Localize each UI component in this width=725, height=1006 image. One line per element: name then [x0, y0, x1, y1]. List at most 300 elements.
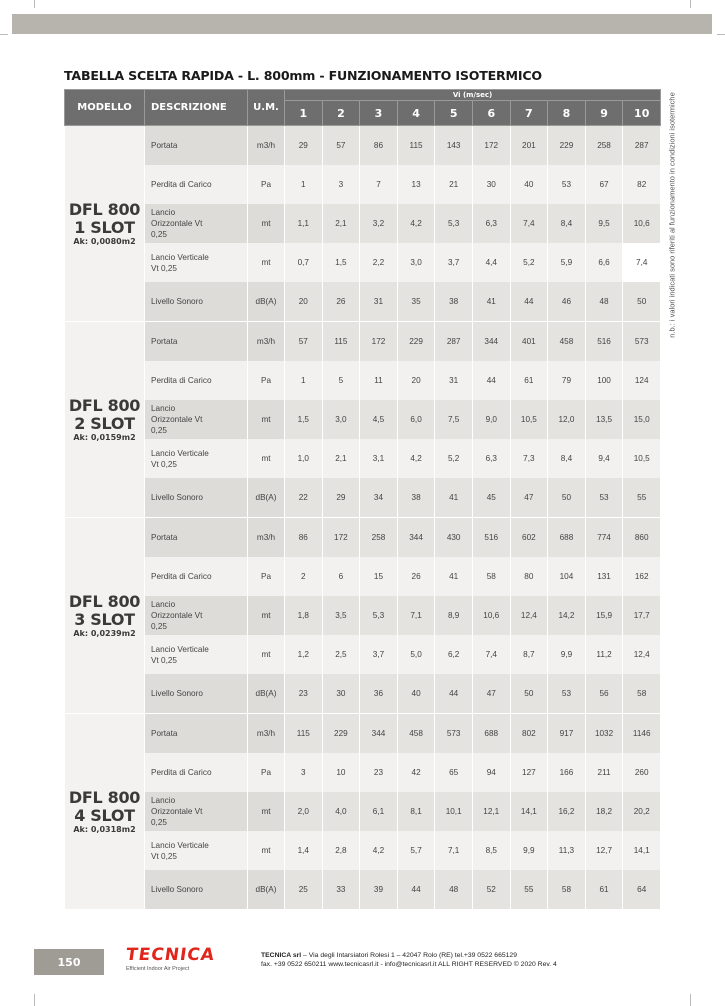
value-cell: 115: [322, 322, 360, 362]
value-cell: 21: [435, 165, 473, 204]
row-description: Perdita di Carico: [145, 165, 248, 204]
value-cell: 40: [510, 165, 548, 204]
header-velocity-9: 9: [585, 101, 623, 126]
value-cell: 55: [623, 478, 661, 518]
value-cell: 52: [472, 870, 510, 909]
value-cell: 15,0: [623, 400, 661, 439]
value-cell: 6: [322, 557, 360, 596]
value-cell: 258: [360, 518, 398, 558]
table-row: [65, 753, 661, 792]
value-cell: 41: [435, 478, 473, 518]
table-row: [65, 165, 661, 204]
value-cell: 516: [585, 322, 623, 362]
value-cell: 5,7: [397, 831, 435, 870]
row-description: Portata: [145, 322, 248, 362]
value-cell: 20: [285, 282, 323, 322]
value-cell: 80: [510, 557, 548, 596]
value-cell: 33: [322, 870, 360, 909]
value-cell: 1032: [585, 714, 623, 754]
row-description: Perdita di Carico: [145, 557, 248, 596]
value-cell: 162: [623, 557, 661, 596]
row-description: Lancio Orizzontale Vt 0,25: [145, 792, 248, 831]
value-cell: 4,2: [360, 831, 398, 870]
value-cell: 12,1: [472, 792, 510, 831]
value-cell: 1,5: [322, 243, 360, 282]
value-cell: 166: [548, 753, 586, 792]
value-cell: 1,2: [285, 635, 323, 674]
value-cell: 9,9: [548, 635, 586, 674]
value-cell: 58: [548, 870, 586, 909]
value-cell: 287: [623, 126, 661, 166]
value-cell: 2,1: [322, 204, 360, 243]
table-row: [65, 518, 661, 558]
value-cell: 6,1: [360, 792, 398, 831]
row-unit: m3/h: [248, 322, 285, 362]
value-cell: 15: [360, 557, 398, 596]
value-cell: 127: [510, 753, 548, 792]
value-cell: 50: [548, 478, 586, 518]
table-row: [65, 478, 661, 518]
value-cell: 9,4: [585, 439, 623, 478]
value-cell: 5,2: [435, 439, 473, 478]
value-cell: 10,5: [510, 400, 548, 439]
row-unit: mt: [248, 635, 285, 674]
value-cell: 131: [585, 557, 623, 596]
header-modello: MODELLO: [65, 90, 145, 126]
value-cell: 12,4: [623, 635, 661, 674]
value-cell: 516: [472, 518, 510, 558]
row-description: Lancio Verticale Vt 0,25: [145, 831, 248, 870]
value-cell: 7,4: [472, 635, 510, 674]
table-row: [65, 870, 661, 909]
value-cell: 6,6: [585, 243, 623, 282]
value-cell: 9,5: [585, 204, 623, 243]
table-row: [65, 126, 661, 166]
value-cell: 7: [360, 165, 398, 204]
model-name: DFL 800: [68, 787, 141, 807]
table-row: [65, 322, 661, 362]
value-cell: 16,2: [548, 792, 586, 831]
value-cell: 1146: [623, 714, 661, 754]
row-unit: Pa: [248, 753, 285, 792]
row-unit: Pa: [248, 165, 285, 204]
value-cell: 41: [435, 557, 473, 596]
value-cell: 12,7: [585, 831, 623, 870]
value-cell: 430: [435, 518, 473, 558]
value-cell: 401: [510, 322, 548, 362]
row-description: Lancio Orizzontale Vt 0,25: [145, 596, 248, 635]
row-description: Perdita di Carico: [145, 361, 248, 400]
value-cell: 3,7: [435, 243, 473, 282]
value-cell: 774: [585, 518, 623, 558]
header-velocity-6: 6: [472, 101, 510, 126]
value-cell: 31: [360, 282, 398, 322]
value-cell: 6,2: [435, 635, 473, 674]
value-cell: 6,3: [472, 204, 510, 243]
value-cell: 5,3: [360, 596, 398, 635]
table-row: [65, 439, 661, 478]
header-velocity-1: 1: [285, 101, 323, 126]
value-cell: 86: [360, 126, 398, 166]
crop-mark: [34, 994, 35, 1006]
value-cell: 3,2: [360, 204, 398, 243]
value-cell: 10,1: [435, 792, 473, 831]
model-ak: Ak: 0,0159m2: [73, 432, 136, 442]
value-cell: 344: [397, 518, 435, 558]
value-cell: 50: [510, 674, 548, 714]
value-cell: 1,1: [285, 204, 323, 243]
value-cell: 1,8: [285, 596, 323, 635]
table-row: [65, 674, 661, 714]
value-cell: 50: [623, 282, 661, 322]
value-cell: 9,9: [510, 831, 548, 870]
row-unit: mt: [248, 439, 285, 478]
value-cell: 3: [285, 753, 323, 792]
value-cell: 124: [623, 361, 661, 400]
value-cell: 30: [472, 165, 510, 204]
value-cell: 7,4: [623, 243, 661, 282]
header-vi: Vi (m/sec): [285, 90, 661, 101]
header-descrizione: DESCRIZIONE: [145, 90, 248, 126]
value-cell: 26: [397, 557, 435, 596]
value-cell: 44: [472, 361, 510, 400]
value-cell: 47: [510, 478, 548, 518]
value-cell: 172: [472, 126, 510, 166]
value-cell: 48: [585, 282, 623, 322]
model-ak: Ak: 0,0080m2: [73, 236, 136, 246]
value-cell: 229: [322, 714, 360, 754]
row-unit: m3/h: [248, 714, 285, 754]
value-cell: 344: [360, 714, 398, 754]
value-cell: 14,1: [623, 831, 661, 870]
row-unit: m3/h: [248, 518, 285, 558]
value-cell: 5,3: [435, 204, 473, 243]
value-cell: 25: [285, 870, 323, 909]
value-cell: 11,3: [548, 831, 586, 870]
row-description: Lancio Orizzontale Vt 0,25: [145, 400, 248, 439]
value-cell: 4,5: [360, 400, 398, 439]
value-cell: 688: [472, 714, 510, 754]
value-cell: 58: [623, 674, 661, 714]
footer-company: TECNICA srl: [261, 952, 302, 959]
value-cell: 26: [322, 282, 360, 322]
value-cell: 143: [435, 126, 473, 166]
value-cell: 18,2: [585, 792, 623, 831]
header-velocity-10: 10: [623, 101, 661, 126]
value-cell: 688: [548, 518, 586, 558]
header-velocity-2: 2: [322, 101, 360, 126]
value-cell: 229: [397, 322, 435, 362]
value-cell: 3,7: [360, 635, 398, 674]
value-cell: 46: [548, 282, 586, 322]
value-cell: 40: [397, 674, 435, 714]
value-cell: 22: [285, 478, 323, 518]
value-cell: 573: [623, 322, 661, 362]
value-cell: 13: [397, 165, 435, 204]
row-unit: mt: [248, 243, 285, 282]
value-cell: 20: [397, 361, 435, 400]
top-band: [12, 14, 712, 34]
value-cell: 2,1: [322, 439, 360, 478]
table-row: [65, 400, 661, 439]
value-cell: 8,4: [548, 204, 586, 243]
value-cell: 41: [472, 282, 510, 322]
row-description: Livello Sonoro: [145, 674, 248, 714]
value-cell: 17,7: [623, 596, 661, 635]
value-cell: 10: [322, 753, 360, 792]
value-cell: 12,4: [510, 596, 548, 635]
value-cell: 14,2: [548, 596, 586, 635]
row-unit: dB(A): [248, 674, 285, 714]
value-cell: 8,7: [510, 635, 548, 674]
header-velocity-3: 3: [360, 101, 398, 126]
value-cell: 56: [585, 674, 623, 714]
page-number: 150: [34, 949, 104, 975]
header-velocity-4: 4: [397, 101, 435, 126]
table-row: [65, 792, 661, 831]
table-row: [65, 557, 661, 596]
row-unit: mt: [248, 596, 285, 635]
value-cell: 201: [510, 126, 548, 166]
row-unit: dB(A): [248, 870, 285, 909]
value-cell: 3,5: [322, 596, 360, 635]
value-cell: 38: [435, 282, 473, 322]
value-cell: 9,0: [472, 400, 510, 439]
table-row: [65, 243, 661, 282]
value-cell: 2,2: [360, 243, 398, 282]
crop-mark: [34, 0, 35, 8]
model-name: DFL 800: [68, 395, 141, 415]
value-cell: 3,1: [360, 439, 398, 478]
value-cell: 8,9: [435, 596, 473, 635]
row-unit: mt: [248, 831, 285, 870]
header-velocity-5: 5: [435, 101, 473, 126]
value-cell: 8,4: [548, 439, 586, 478]
value-cell: 55: [510, 870, 548, 909]
value-cell: 802: [510, 714, 548, 754]
value-cell: 917: [548, 714, 586, 754]
value-cell: 48: [435, 870, 473, 909]
value-cell: 860: [623, 518, 661, 558]
header-velocity-8: 8: [548, 101, 586, 126]
model-slot: 3 SLOT: [74, 609, 135, 629]
model-cell: [65, 322, 145, 518]
value-cell: 10,6: [623, 204, 661, 243]
table-row: [65, 204, 661, 243]
value-cell: 1: [285, 361, 323, 400]
logo-text: TECNICA: [124, 945, 217, 965]
value-cell: 61: [510, 361, 548, 400]
value-cell: 12,0: [548, 400, 586, 439]
side-note-text: n.b.: i valori indicati sono riferiti al funzionamento in condizioni isotermiche: [667, 92, 677, 338]
value-cell: 3: [322, 165, 360, 204]
value-cell: 287: [435, 322, 473, 362]
value-cell: 53: [585, 478, 623, 518]
crop-mark: [690, 0, 691, 8]
value-cell: 29: [285, 126, 323, 166]
value-cell: 1,0: [285, 439, 323, 478]
value-cell: 7,1: [435, 831, 473, 870]
value-cell: 104: [548, 557, 586, 596]
value-cell: 31: [435, 361, 473, 400]
table-row: [65, 596, 661, 635]
value-cell: 7,1: [397, 596, 435, 635]
value-cell: 47: [472, 674, 510, 714]
row-description: Lancio Verticale Vt 0,25: [145, 243, 248, 282]
row-description: Lancio Orizzontale Vt 0,25: [145, 204, 248, 243]
value-cell: 172: [322, 518, 360, 558]
row-unit: dB(A): [248, 478, 285, 518]
crop-mark: [690, 994, 691, 1006]
value-cell: 30: [322, 674, 360, 714]
value-cell: 6,3: [472, 439, 510, 478]
logo-tagline: Efficient Indoor Air Project: [126, 966, 190, 972]
value-cell: 0,7: [285, 243, 323, 282]
value-cell: 42: [397, 753, 435, 792]
table-row: [65, 282, 661, 322]
value-cell: 61: [585, 870, 623, 909]
value-cell: 4,2: [397, 439, 435, 478]
value-cell: 44: [510, 282, 548, 322]
value-cell: 5,2: [510, 243, 548, 282]
value-cell: 7,4: [510, 204, 548, 243]
row-description: Portata: [145, 714, 248, 754]
value-cell: 64: [623, 870, 661, 909]
row-description: Lancio Verticale Vt 0,25: [145, 635, 248, 674]
side-note: [666, 90, 678, 340]
model-name: DFL 800: [68, 199, 141, 219]
value-cell: 45: [472, 478, 510, 518]
table-row: [65, 361, 661, 400]
value-cell: 2: [285, 557, 323, 596]
model-name: DFL 800: [68, 591, 141, 611]
row-description: Perdita di Carico: [145, 753, 248, 792]
value-cell: 1: [285, 165, 323, 204]
value-cell: 10,5: [623, 439, 661, 478]
value-cell: 57: [322, 126, 360, 166]
table-row: [65, 714, 661, 754]
value-cell: 23: [360, 753, 398, 792]
value-cell: 458: [548, 322, 586, 362]
footer-contact: [261, 951, 557, 969]
value-cell: 458: [397, 714, 435, 754]
value-cell: 344: [472, 322, 510, 362]
row-description: Livello Sonoro: [145, 478, 248, 518]
value-cell: 5,9: [548, 243, 586, 282]
row-unit: Pa: [248, 361, 285, 400]
value-cell: 172: [360, 322, 398, 362]
value-cell: 44: [397, 870, 435, 909]
header-velocity-7: 7: [510, 101, 548, 126]
value-cell: 602: [510, 518, 548, 558]
value-cell: 115: [285, 714, 323, 754]
model-ak: Ak: 0,0239m2: [73, 628, 136, 638]
value-cell: 36: [360, 674, 398, 714]
value-cell: 573: [435, 714, 473, 754]
value-cell: 10,6: [472, 596, 510, 635]
value-cell: 1,4: [285, 831, 323, 870]
row-unit: Pa: [248, 557, 285, 596]
row-unit: mt: [248, 400, 285, 439]
row-description: Livello Sonoro: [145, 870, 248, 909]
tecnica-logo: [126, 946, 226, 976]
value-cell: 94: [472, 753, 510, 792]
value-cell: 4,2: [397, 204, 435, 243]
value-cell: 5: [322, 361, 360, 400]
value-cell: 7,3: [510, 439, 548, 478]
table-row: [65, 831, 661, 870]
row-description: Portata: [145, 126, 248, 166]
row-description: Livello Sonoro: [145, 282, 248, 322]
model-cell: [65, 126, 145, 322]
row-unit: mt: [248, 204, 285, 243]
value-cell: 258: [585, 126, 623, 166]
value-cell: 1,5: [285, 400, 323, 439]
value-cell: 14,1: [510, 792, 548, 831]
value-cell: 67: [585, 165, 623, 204]
value-cell: 11,2: [585, 635, 623, 674]
value-cell: 15,9: [585, 596, 623, 635]
row-description: Portata: [145, 518, 248, 558]
header-um: U.M.: [248, 90, 285, 126]
page-title: TABELLA SCELTA RAPIDA - L. 800mm - FUNZIONAMENTO ISOTERMICO: [64, 68, 542, 83]
crop-mark: [717, 34, 725, 35]
value-cell: 6,0: [397, 400, 435, 439]
model-slot: 2 SLOT: [74, 413, 135, 433]
value-cell: 2,5: [322, 635, 360, 674]
value-cell: 86: [285, 518, 323, 558]
crop-mark: [0, 34, 8, 35]
footer-line2: fax. +39 0522 650211 www.tecnicasrl.it - info@tecnicasrl.it ALL RIGHT RESERVED © 2020 Rev. 4: [261, 961, 557, 968]
value-cell: 23: [285, 674, 323, 714]
value-cell: 4,0: [322, 792, 360, 831]
model-ak: Ak: 0,0318m2: [73, 824, 136, 834]
value-cell: 57: [285, 322, 323, 362]
value-cell: 8,1: [397, 792, 435, 831]
value-cell: 38: [397, 478, 435, 518]
value-cell: 82: [623, 165, 661, 204]
value-cell: 115: [397, 126, 435, 166]
value-cell: 2,8: [322, 831, 360, 870]
selection-table: [64, 89, 661, 909]
value-cell: 100: [585, 361, 623, 400]
footer-line1: – Via degli Intarsiatori Rolesi 1 – 42047 Rolo (RE) tel.+39 0522 665129: [301, 952, 517, 959]
model-cell: [65, 714, 145, 910]
row-unit: mt: [248, 792, 285, 831]
value-cell: 35: [397, 282, 435, 322]
value-cell: 53: [548, 165, 586, 204]
value-cell: 4,4: [472, 243, 510, 282]
value-cell: 34: [360, 478, 398, 518]
value-cell: 11: [360, 361, 398, 400]
value-cell: 29: [322, 478, 360, 518]
model-slot: 1 SLOT: [74, 217, 135, 237]
value-cell: 39: [360, 870, 398, 909]
model-slot: 4 SLOT: [74, 805, 135, 825]
value-cell: 7,5: [435, 400, 473, 439]
value-cell: 44: [435, 674, 473, 714]
row-unit: m3/h: [248, 126, 285, 166]
value-cell: 65: [435, 753, 473, 792]
value-cell: 3,0: [322, 400, 360, 439]
value-cell: 13,5: [585, 400, 623, 439]
value-cell: 20,2: [623, 792, 661, 831]
value-cell: 229: [548, 126, 586, 166]
row-unit: dB(A): [248, 282, 285, 322]
value-cell: 58: [472, 557, 510, 596]
row-description: Lancio Verticale Vt 0,25: [145, 439, 248, 478]
value-cell: 260: [623, 753, 661, 792]
